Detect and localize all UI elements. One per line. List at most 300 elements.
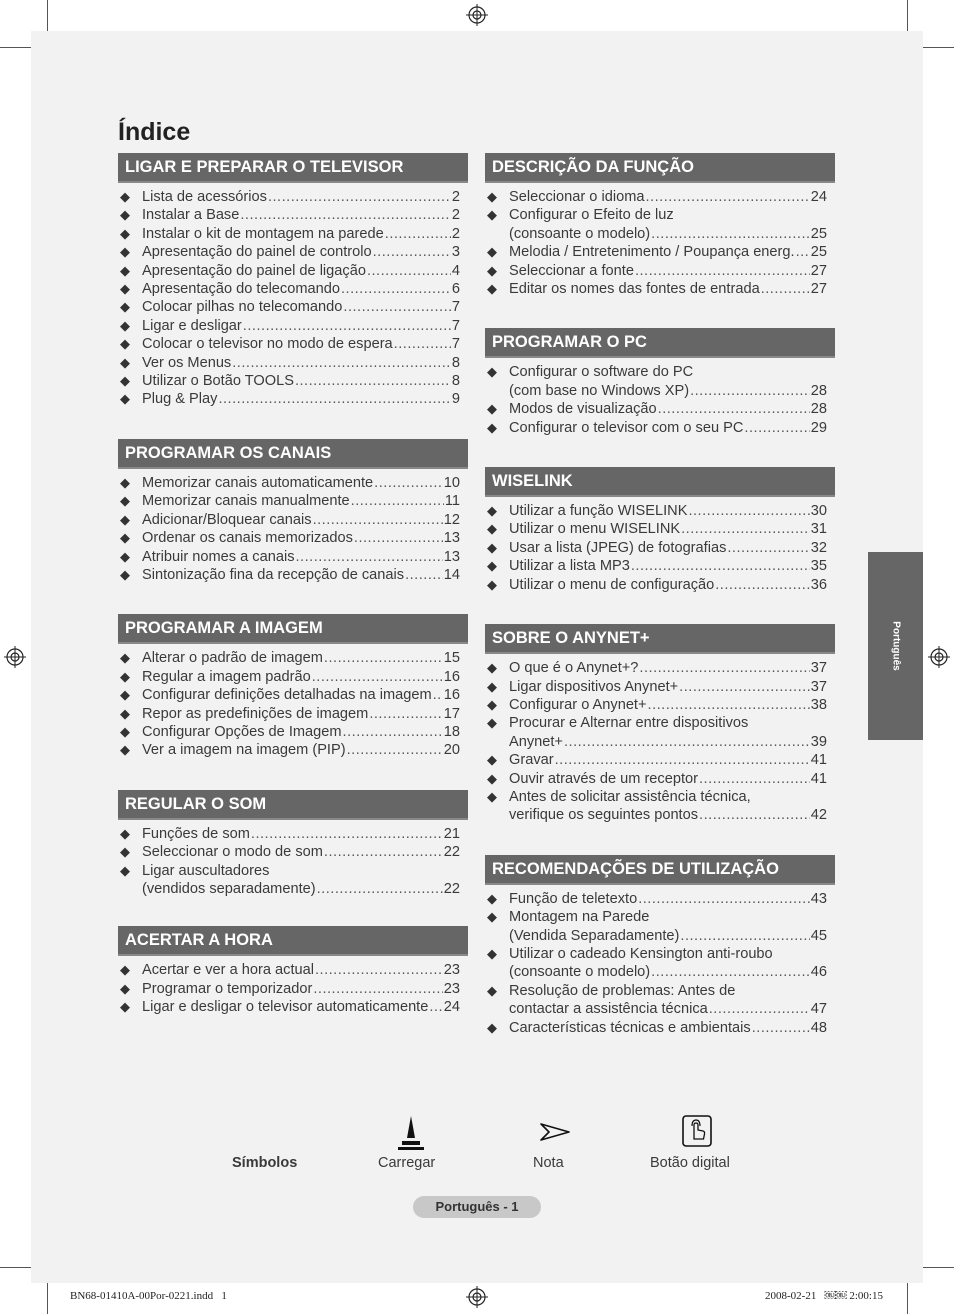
- toc-section: [118, 153, 468, 409]
- toc-entry-line: [509, 382, 835, 400]
- toc-page-number: 35: [810, 558, 827, 575]
- toc-entry-line: [142, 723, 468, 741]
- toc-entry[interactable]: [485, 770, 835, 788]
- dot-leader: [369, 705, 442, 723]
- toc-entry-text: ◆ Ouvir através de um receptor: [509, 770, 698, 787]
- push-icon: [398, 1114, 424, 1152]
- toc-page-number: 11: [444, 493, 460, 510]
- toc-entry[interactable]: [118, 705, 468, 723]
- toc-list: [485, 659, 835, 825]
- dot-leader: [324, 649, 443, 667]
- toc-page-number: 25: [810, 225, 827, 242]
- toc-entry-text: ◆ Gravar: [509, 752, 554, 769]
- toc-page-number: 2: [451, 189, 460, 205]
- dot-leader: [727, 539, 809, 557]
- toc-entry-line: [142, 741, 468, 759]
- toc-entry-line: [509, 206, 835, 224]
- print-slug-date: 2008-02-21 ￼￼ 2:00:15: [765, 1290, 883, 1302]
- toc-entry[interactable]: [485, 280, 835, 298]
- section-heading: ACERTAR A HORA: [118, 926, 468, 956]
- toc-entry[interactable]: [118, 548, 468, 566]
- toc-entry-line: [142, 474, 468, 492]
- toc-entry-text: ◆ Seleccionar o idioma: [509, 189, 645, 205]
- toc-entry[interactable]: [118, 825, 468, 843]
- toc-entry[interactable]: [485, 243, 835, 261]
- toc-entry-text: ◆ Lista de acessórios: [142, 189, 267, 205]
- dot-leader: [295, 372, 451, 390]
- toc-page-number: 4: [451, 262, 460, 279]
- toc-page-number: 16: [443, 687, 460, 704]
- dot-leader: [564, 733, 810, 751]
- dot-leader: [240, 206, 451, 224]
- toc-entry[interactable]: [118, 474, 468, 492]
- dot-leader: [699, 806, 810, 824]
- toc-entry-line: [509, 1019, 835, 1037]
- toc-entry[interactable]: [118, 188, 468, 206]
- section-heading: PROGRAMAR OS CANAIS: [118, 439, 468, 469]
- toc-entry-line: [142, 206, 468, 224]
- toc-entry-line: [142, 825, 468, 843]
- toc-page-number: 2: [451, 225, 460, 242]
- language-side-tab: [868, 552, 923, 740]
- toc-entry[interactable]: [485, 400, 835, 418]
- toc-list: [118, 825, 468, 899]
- toc-section: [485, 855, 835, 1037]
- toc-entry-line: [142, 705, 468, 723]
- dot-leader: [680, 927, 809, 945]
- language-side-tab-label: Português: [890, 621, 901, 671]
- toc-entry-line: [142, 298, 468, 316]
- toc-entry[interactable]: [118, 529, 468, 547]
- toc-entry[interactable]: [485, 714, 835, 751]
- toc-section: [485, 624, 835, 825]
- toc-entry-line: [509, 927, 835, 945]
- toc-page-number: 31: [810, 521, 827, 538]
- push-label: Carregar: [378, 1155, 436, 1171]
- toc-entry-text: (Vendida Separadamente): [509, 927, 680, 944]
- toc-page-number: 25: [810, 244, 827, 261]
- toc-entry[interactable]: [485, 788, 835, 825]
- toc-page-number: 27: [810, 281, 827, 298]
- toc-entry-text: ◆ Instalar a Base: [142, 207, 240, 224]
- toc-page-number: 46: [810, 964, 827, 981]
- toc-page-number: 48: [810, 1019, 827, 1036]
- toc-entry-text: ◆ Ver a imagem na imagem (PIP): [142, 742, 346, 759]
- toc-page-number: 12: [443, 511, 460, 528]
- dot-leader: [651, 225, 810, 243]
- toc-entry-line: [509, 557, 835, 575]
- section-heading: DESCRIÇÃO DA FUNÇÃO: [485, 153, 835, 183]
- toc-entry[interactable]: [118, 980, 468, 998]
- dot-leader: [679, 678, 810, 696]
- toc-page-number: 8: [451, 354, 460, 371]
- toc-entry-text: ◆ Regular a imagem padrão: [142, 668, 311, 685]
- toc-entry-text: ◆ Adicionar/Bloquear canais: [142, 511, 312, 528]
- toc-entry-text: ◆ Utilizar o menu de configuração: [509, 576, 715, 593]
- toc-entry-line: [509, 945, 835, 963]
- dot-leader: [268, 188, 451, 206]
- toc-page-number: 18: [443, 723, 460, 740]
- toc-entry[interactable]: [485, 890, 835, 908]
- toc-entry-text: ◆ Configurar Opções de Imagem: [142, 723, 342, 740]
- toc-page-number: 6: [451, 281, 460, 298]
- toc-entry[interactable]: [485, 539, 835, 557]
- toc-page-number: 13: [443, 530, 460, 547]
- toc-entry-text: ◆ Procurar e Alternar entre dispositivos: [509, 715, 749, 732]
- toc-entry-text: (consoante o modelo): [509, 225, 651, 242]
- dot-leader: [555, 751, 810, 769]
- toc-entry-line: [509, 908, 835, 926]
- toc-page-number: 13: [443, 548, 460, 565]
- section-heading: RECOMENDAÇÕES DE UTILIZAÇÃO: [485, 855, 835, 885]
- dot-leader: [394, 335, 451, 353]
- toc-entry-text: ◆ Editar os nomes das fontes de entrada: [509, 281, 760, 298]
- toc-entry-line: [142, 280, 468, 298]
- section-heading: SOBRE O ANYNET+: [485, 624, 835, 654]
- toc-entry[interactable]: [118, 862, 468, 899]
- toc-entry[interactable]: [118, 686, 468, 704]
- dot-leader: [374, 474, 443, 492]
- note-icon: [540, 1122, 570, 1142]
- toc-entry-text: ◆ Ordenar os canais memorizados: [142, 530, 353, 547]
- dot-leader: [690, 382, 810, 400]
- toc-entry-line: [142, 548, 468, 566]
- toc-page-number: 9: [451, 391, 460, 408]
- section-heading: LIGAR E PREPARAR O TELEVISOR: [118, 153, 468, 183]
- toc-page-number: 47: [810, 1001, 827, 1018]
- crop-mark: [47, 0, 48, 31]
- toc-page-number: 28: [810, 382, 827, 399]
- toc-entry[interactable]: [118, 511, 468, 529]
- dot-leader: [709, 1000, 810, 1018]
- toc-page-number: 15: [443, 650, 460, 667]
- toc-entry-text: ◆ Funções de som: [142, 825, 250, 842]
- toc-page-number: 16: [443, 668, 460, 685]
- toc-page-number: 22: [443, 880, 460, 897]
- toc-entry-line: [142, 862, 468, 880]
- toc-entry[interactable]: [118, 354, 468, 372]
- toc-entry-line: [142, 566, 468, 584]
- toc-entry[interactable]: [485, 696, 835, 714]
- toc-page-number: 7: [451, 336, 460, 353]
- toc-entry[interactable]: [118, 961, 468, 979]
- toc-entry-text: ◆ Apresentação do painel de ligação: [142, 262, 366, 279]
- toc-entry[interactable]: [485, 502, 835, 520]
- toc-entry[interactable]: [118, 317, 468, 335]
- dot-leader: [385, 225, 451, 243]
- toc-entry[interactable]: [118, 843, 468, 861]
- toc-entry-line: [142, 980, 468, 998]
- toc-entry-text: ◆ Utilizar o cadeado Kensington anti-roubo: [509, 945, 773, 962]
- toc-entry-text: ◆ Seleccionar a fonte: [509, 262, 634, 279]
- toc-entry[interactable]: [118, 723, 468, 741]
- toc-entry-text: ◆ Ligar auscultadores: [142, 862, 270, 879]
- toc-entry-line: [509, 806, 835, 824]
- dot-leader: [648, 696, 810, 714]
- dot-leader: [354, 529, 443, 547]
- dot-leader: [341, 280, 451, 298]
- toc-entry-text: ◆ Ver os Menus: [142, 354, 232, 371]
- section-heading: PROGRAMAR A IMAGEM: [118, 614, 468, 644]
- dot-leader: [343, 723, 443, 741]
- dot-leader: [688, 502, 809, 520]
- toc-list: [485, 890, 835, 1037]
- toc-entry-text: ◆ Colocar o televisor no modo de espera: [142, 336, 393, 353]
- toc-entry-text: (consoante o modelo): [509, 964, 651, 981]
- toc-entry-line: [142, 998, 468, 1016]
- toc-page-number: 41: [810, 752, 827, 769]
- crop-mark: [907, 0, 908, 31]
- toc-entry-text: ◆ Utilizar o Botão TOOLS: [142, 373, 294, 390]
- toc-entry-text: ◆ O que é o Anynet+?: [509, 660, 639, 677]
- dot-leader: [324, 843, 443, 861]
- toc-entry-line: [509, 502, 835, 520]
- toc-page-number: 7: [451, 317, 460, 334]
- toc-entry-text: (com base no Windows XP): [509, 382, 690, 399]
- page-title: Índice: [118, 118, 191, 146]
- toc-entry-text: Anynet+: [509, 733, 563, 750]
- section-heading: REGULAR O SOM: [118, 790, 468, 820]
- dot-leader: [367, 262, 451, 280]
- dot-leader: [744, 419, 809, 437]
- toc-entry[interactable]: [485, 982, 835, 1019]
- note-label: Nota: [533, 1155, 564, 1171]
- toc-entry-line: [142, 390, 468, 408]
- toc-list: [485, 502, 835, 594]
- toc-entry-line: [509, 678, 835, 696]
- toc-entry[interactable]: [485, 262, 835, 280]
- toc-entry-line: [142, 492, 468, 510]
- toc-entry[interactable]: [118, 372, 468, 390]
- toc-entry-line: [509, 890, 835, 908]
- dot-leader: [699, 770, 810, 788]
- toc-entry-text: ◆ Montagem na Parede: [509, 909, 650, 926]
- dot-leader: [631, 557, 810, 575]
- toc-entry-line: [142, 511, 468, 529]
- toc-entry-line: [509, 419, 835, 437]
- toc-entry[interactable]: [118, 492, 468, 510]
- toc-entry[interactable]: [485, 520, 835, 538]
- toc-entry[interactable]: [485, 908, 835, 945]
- toc-entry-text: ◆ Seleccionar o modo de som: [142, 844, 323, 861]
- toc-entry[interactable]: [485, 659, 835, 677]
- toc-entry-line: [142, 243, 468, 261]
- symbols-label: Símbolos: [232, 1155, 298, 1171]
- toc-entry[interactable]: [485, 751, 835, 769]
- toc-list: [118, 474, 468, 584]
- toc-column-left: [118, 153, 468, 1017]
- toc-entry[interactable]: [118, 298, 468, 316]
- registration-mark-icon: [928, 646, 950, 668]
- toc-entry-text: ◆ Atribuir nomes a canais: [142, 548, 295, 565]
- dot-leader: [351, 492, 444, 510]
- toc-section: [118, 439, 468, 584]
- toc-entry[interactable]: [118, 225, 468, 243]
- dot-leader: [405, 566, 443, 584]
- dot-leader: [433, 686, 443, 704]
- toc-entry-line: [509, 696, 835, 714]
- toc-entry-line: [142, 188, 468, 206]
- toc-entry[interactable]: [485, 188, 835, 206]
- toc-entry[interactable]: [485, 363, 835, 400]
- toc-entry-text: ◆ Ligar dispositivos Anynet+: [509, 678, 679, 695]
- toc-entry-text: verifique os seguintes pontos: [509, 807, 699, 824]
- toc-entry[interactable]: [485, 945, 835, 982]
- toc-page-number: 17: [443, 705, 460, 722]
- toc-page-number: 8: [451, 373, 460, 390]
- toc-page-number: 36: [810, 576, 827, 593]
- toc-entry-text: ◆ Ligar e desligar: [142, 317, 242, 334]
- toc-page-number: 21: [443, 825, 460, 842]
- toc-entry-text: ◆ Plug & Play: [142, 391, 218, 408]
- dot-leader: [752, 1019, 810, 1037]
- toc-entry-text: ◆ Configurar o software do PC: [509, 364, 694, 381]
- toc-entry-text: ◆ Apresentação do painel de controlo: [142, 244, 372, 261]
- toc-entry[interactable]: [118, 998, 468, 1016]
- toc-section: [485, 328, 835, 437]
- toc-entry-text: ◆ Configurar o Anynet+: [509, 696, 647, 713]
- registration-mark-icon: [466, 4, 488, 26]
- toc-entry[interactable]: [118, 741, 468, 759]
- toc-entry-text: ◆ Utilizar a lista MP3: [509, 558, 630, 575]
- toc-entry-line: [509, 225, 835, 243]
- toc-entry[interactable]: [118, 206, 468, 224]
- toc-entry-line: [142, 354, 468, 372]
- toc-entry-line: [509, 714, 835, 732]
- crop-mark: [0, 47, 31, 48]
- toc-page-number: 10: [443, 474, 460, 491]
- toc-page-number: 24: [443, 999, 460, 1016]
- crop-mark: [47, 1283, 48, 1314]
- toc-entry[interactable]: [118, 243, 468, 261]
- toc-entry[interactable]: [118, 262, 468, 280]
- toc-entry-line: [509, 751, 835, 769]
- toc-entry-line: [142, 317, 468, 335]
- toc-entry-line: [509, 400, 835, 418]
- toc-entry-line: [142, 335, 468, 353]
- toc-entry-line: [142, 880, 468, 898]
- toc-page-number: 32: [810, 539, 827, 556]
- toc-entry-text: ◆ Ligar e desligar o televisor automaticamente: [142, 999, 429, 1016]
- toc-entry[interactable]: [118, 280, 468, 298]
- registration-mark-icon: [4, 646, 26, 668]
- toc-page-number: 29: [810, 419, 827, 436]
- section-heading: WISELINK: [485, 467, 835, 497]
- toc-page-number: 41: [810, 770, 827, 787]
- toc-entry[interactable]: [485, 576, 835, 594]
- toc-page-number: 7: [451, 299, 460, 316]
- toc-entry[interactable]: [485, 206, 835, 243]
- crop-mark: [0, 1267, 31, 1268]
- toc-entry[interactable]: [118, 566, 468, 584]
- toc-entry-line: [142, 529, 468, 547]
- toc-entry-line: [509, 520, 835, 538]
- section-heading: PROGRAMAR O PC: [485, 328, 835, 358]
- toc-entry[interactable]: [485, 557, 835, 575]
- registration-mark-icon: [466, 1286, 488, 1308]
- toc-page-number: 37: [810, 660, 827, 677]
- one-touch-button-label: Botão digital: [650, 1155, 730, 1171]
- dot-leader: [796, 243, 810, 261]
- dot-leader: [658, 400, 810, 418]
- toc-page-number: 39: [810, 733, 827, 750]
- dot-leader: [638, 890, 810, 908]
- toc-list: [118, 188, 468, 409]
- toc-entry[interactable]: [118, 668, 468, 686]
- toc-entry-text: (vendidos separadamente): [142, 880, 316, 897]
- dot-leader: [645, 188, 809, 206]
- dot-leader: [313, 980, 442, 998]
- toc-entry-text: ◆ Utilizar o menu WISELINK: [509, 521, 681, 538]
- toc-page-number: 42: [810, 807, 827, 824]
- toc-entry-text: ◆ Configurar o Efeito de luz: [509, 207, 674, 224]
- toc-page-number: 28: [810, 401, 827, 418]
- toc-entry-text: ◆ Configurar definições detalhadas na imagem: [142, 687, 432, 704]
- toc-page-number: 43: [810, 890, 827, 907]
- toc-entry-line: [509, 243, 835, 261]
- toc-entry[interactable]: [485, 678, 835, 696]
- dot-leader: [313, 511, 443, 529]
- toc-entry-text: ◆ Acertar e ver a hora actual: [142, 962, 314, 979]
- dot-leader: [315, 961, 443, 979]
- toc-entry-line: [509, 576, 835, 594]
- toc-section: [485, 467, 835, 594]
- toc-entry[interactable]: [118, 335, 468, 353]
- toc-entry-text: ◆ Melodia / Entretenimento / Poupança energ.: [509, 244, 795, 261]
- toc-column-right: [485, 153, 835, 1037]
- page-number-badge: Português - 1: [413, 1196, 541, 1218]
- toc-page-number: 2: [451, 207, 460, 224]
- toc-entry-line: [142, 225, 468, 243]
- toc-entry-text: ◆ Antes de solicitar assistência técnica,: [509, 788, 751, 805]
- toc-list: [118, 649, 468, 759]
- toc-page-number: 14: [443, 566, 460, 583]
- toc-entry-line: [509, 280, 835, 298]
- toc-page-number: 3: [451, 244, 460, 261]
- dot-leader: [232, 354, 451, 372]
- toc-entry-text: ◆ Alterar o padrão de imagem: [142, 650, 323, 667]
- toc-list: [485, 363, 835, 437]
- toc-entry-line: [509, 982, 835, 1000]
- toc-entry[interactable]: [118, 390, 468, 408]
- dot-leader: [715, 576, 810, 594]
- toc-entry[interactable]: [485, 1019, 835, 1037]
- toc-page-number: 37: [810, 678, 827, 695]
- toc-entry-line: [509, 770, 835, 788]
- toc-entry[interactable]: [118, 649, 468, 667]
- dot-leader: [312, 668, 443, 686]
- dot-leader: [635, 262, 810, 280]
- toc-entry-text: ◆ Configurar o televisor com o seu PC: [509, 419, 744, 436]
- toc-page-number: 38: [810, 696, 827, 713]
- toc-entry-line: [509, 188, 835, 206]
- toc-list: [118, 961, 468, 1016]
- toc-page-number: 22: [443, 844, 460, 861]
- toc-page-number: 23: [443, 980, 460, 997]
- toc-entry-text: ◆ Utilizar a função WISELINK: [509, 503, 688, 520]
- toc-entry-text: contactar a assistência técnica: [509, 1001, 708, 1018]
- toc-entry-text: ◆ Memorizar canais manualmente: [142, 493, 350, 510]
- dot-leader: [343, 298, 450, 316]
- toc-entry-line: [142, 372, 468, 390]
- toc-entry-text: ◆ Sintonização fina da recepção de canais: [142, 566, 405, 583]
- toc-entry[interactable]: [485, 419, 835, 437]
- toc-entry-text: ◆ Memorizar canais automaticamente: [142, 474, 374, 491]
- toc-entry-line: [509, 262, 835, 280]
- one-touch-button-icon: [681, 1114, 713, 1148]
- toc-entry-text: ◆ Instalar o kit de montagem na parede: [142, 225, 384, 242]
- toc-section: [485, 153, 835, 298]
